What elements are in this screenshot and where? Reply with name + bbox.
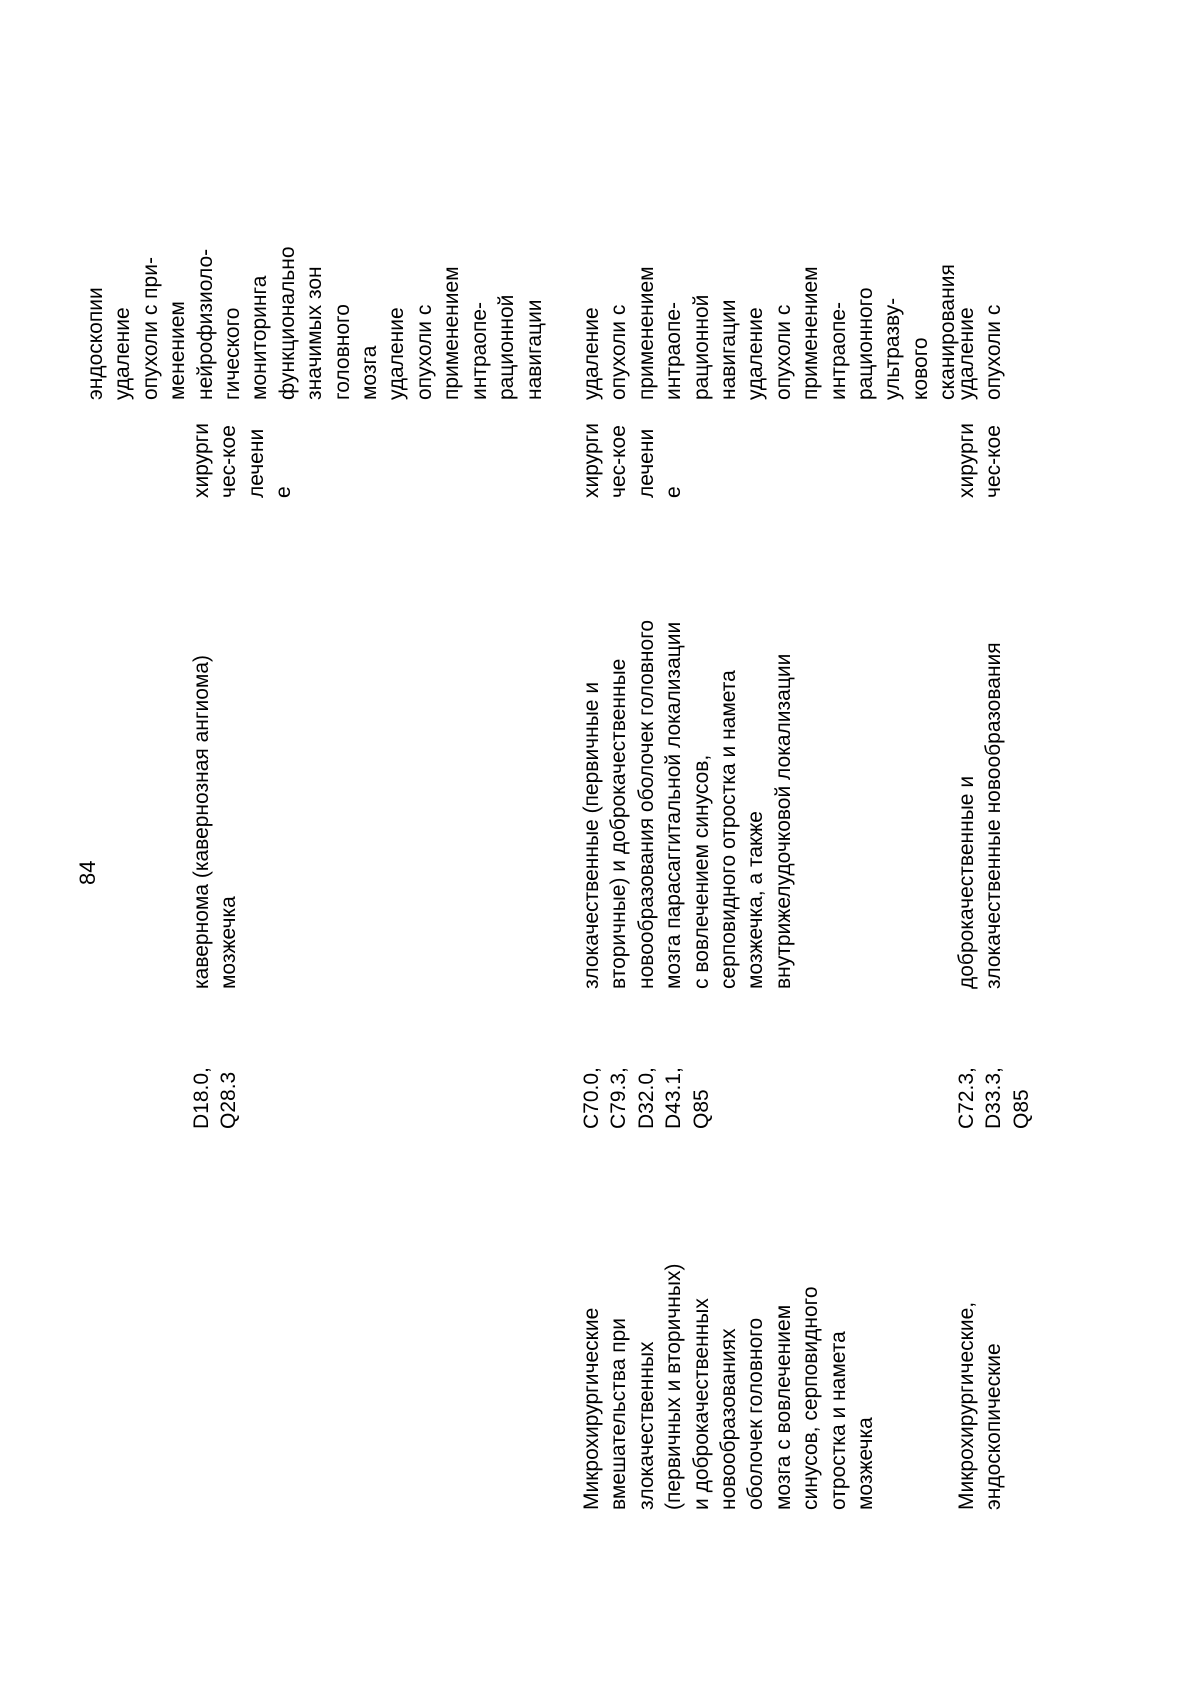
row-1-diagnosis: кавернома (кавернозная ангиома) мозжечка: [190, 654, 241, 989]
row-2-treatment-method: удаление опухоли с применением интраопе- рационной навигации удаление опухоли с применением интраопе- рационного ультразву-кового сканирования: [580, 264, 960, 400]
rotated-page-content: [70, 246, 1033, 1510]
row-3-diagnosis: доброкачественные и злокачественные новообразования: [955, 642, 1006, 989]
row-2-intervention-name: Микрохирургические вмешательства при злокачественных (первичных и вторичных) и доброкачественных новообразованиях оболочек головного мозга с вовлечением синусов, серповидного отростка и намета мозжечка: [580, 1263, 878, 1510]
row-3-treatment-type: хирурги чес-кое: [955, 422, 1006, 498]
row-2-treatment-type: хирурги чес-кое лечени е: [580, 422, 686, 498]
row-3-icd-codes: C72.3, D33.3, Q85: [955, 1067, 1033, 1129]
row-3-treatment-method: удаление опухоли с: [955, 304, 1006, 400]
row-2-diagnosis: злокачественные (первичные и вторичные) и доброкачественные новообразования оболочек головного мозга парасаггитальной локализации с вовлечением синусов, серповидного отростка и намета мозжечка, а также внутрижелудочковой локализации: [580, 619, 795, 989]
row-1-icd-codes: D18.0, Q28.3: [190, 1067, 241, 1129]
row-2-icd-codes: C70.0, C79.3, D32.0, D43.1, Q85: [580, 1067, 713, 1129]
row-1-treatment-method: эндоскопии удаление опухоли с при- менением нейрофизиоло- гического мониторинга функционально значимых зон головного мозга удаление опухоли с применением интраопе- рационной навигации: [84, 246, 546, 400]
row-3-intervention-name: Микрохирургические, эндоскопические: [955, 1301, 1006, 1510]
page-number: 84: [75, 860, 100, 885]
row-1-treatment-type: хирурги чес-кое лечени е: [190, 422, 296, 498]
